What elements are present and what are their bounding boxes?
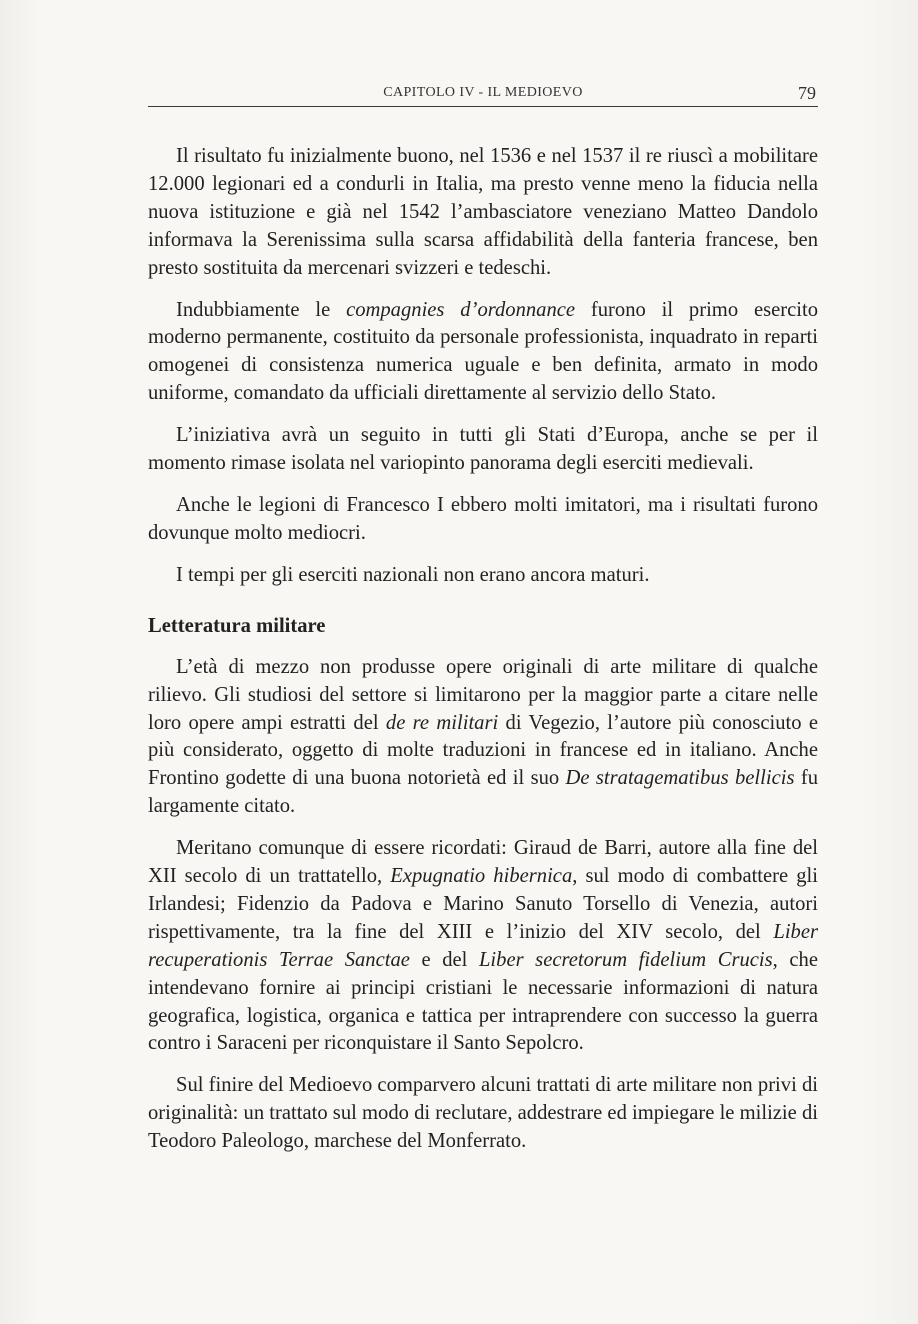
p6-text-c: di Vegezio, l’autore più conosciuto e più considerato, oggetto di molte traduzioni in francese ed in italiano. Anche Frontino godette di una buona notorietà ed il suo [148,711,818,790]
p7-text-c: , sul modo di combattere gli Irlandesi; Fidenzio da Padova e Marino Sanuto Torsello di Venezia, autori rispettivamente, tra la fine del XIII e l’inizio del XIV secolo, del [148,865,818,943]
body-text [148,143,818,1170]
p7-text-e: e del [409,948,479,971]
p6-text-e: fu largamente citato. [148,767,818,818]
paragraph-8: Sul finire del Medioevo comparvero alcuni trattati di arte militare non privi di originalità: un trattato sul modo di reclutare, addestrare ed impiegare le milizie di Teodoro Paleologo, marchese del Monferrato. [148,1074,818,1153]
chapter-title: CAPITOLO IV - IL MEDIOEVO [383,85,583,100]
paragraph-3: L’iniziativa avrà un seguito in tutti gli Stati d’Europa, anche se per il momento rimase isolata nel variopinto panorama degli eserciti medievali. [148,424,818,475]
p2-italic-term: compagnies d’ordonnance [346,298,576,321]
paragraph-7 [148,835,818,1058]
paragraph-6 [148,654,818,821]
p6-text-a: L’età di mezzo non produsse opere originali di arte militare di qualche rilievo. Gli studiosi del settore si limitarono per la maggior parte a citare nelle loro opere ampi estratti del [148,655,818,734]
p6-italic-title-2: De stratagematibus bellicis [565,767,795,790]
section-heading: Letteratura militare [148,614,326,637]
p7-italic-title-2: Liber recuperationis Terrae Sanctae [148,920,818,971]
running-header [148,84,818,107]
p7-text-a: Meritano comunque di essere ricordati: Giraud de Barri, autore alla fine del XII secolo di un trattatello, [148,837,818,888]
p2-text-b: furono il primo esercito moderno permanente, costituito da personale professionista, inquadrato in reparti omogenei di consistenza numerica uguale e ben definita, armato in modo uniforme, comandato da ufficiali direttamente al servizio dello Stato. [148,298,818,405]
p6-italic-title-1: de re militari [385,711,499,734]
p7-text-g: , che intendevano fornire ai principi cristiani le necessarie informazioni di natura geografica, logistica, organica e tattica per intraprendere con successo la guerra contro i Saraceni per riconquistare il Santo Sepolcro. [148,948,818,1055]
paragraph-5: I tempi per gli eserciti nazionali non erano ancora maturi. [176,563,650,586]
paragraph-2 [148,297,818,409]
p7-italic-title-1: Expugnatio hibernica [390,865,573,888]
page-number: 79 [798,83,816,103]
paragraph-1: Il risultato fu inizialmente buono, nel 1536 e nel 1537 il re riuscì a mobilitare 12.000 legionari ed a condurli in Italia, ma presto venne meno la fiducia nella nuova istituzione e già nel 1542 l’ambasciatore veneziano Matteo Dandolo informava la Serenissima sulla scarsa affidabilità della fanteria francese, ben presto sostituita da mercenari svizzeri e tedeschi. [148,145,818,279]
paragraph-4: Anche le legioni di Francesco I ebbero molti imitatori, ma i risultati furono dovunque molto mediocri. [148,493,818,544]
p7-italic-title-3: Liber secretorum fidelium Crucis [478,948,773,971]
p2-text-a: Indubbiamente le [176,298,347,321]
